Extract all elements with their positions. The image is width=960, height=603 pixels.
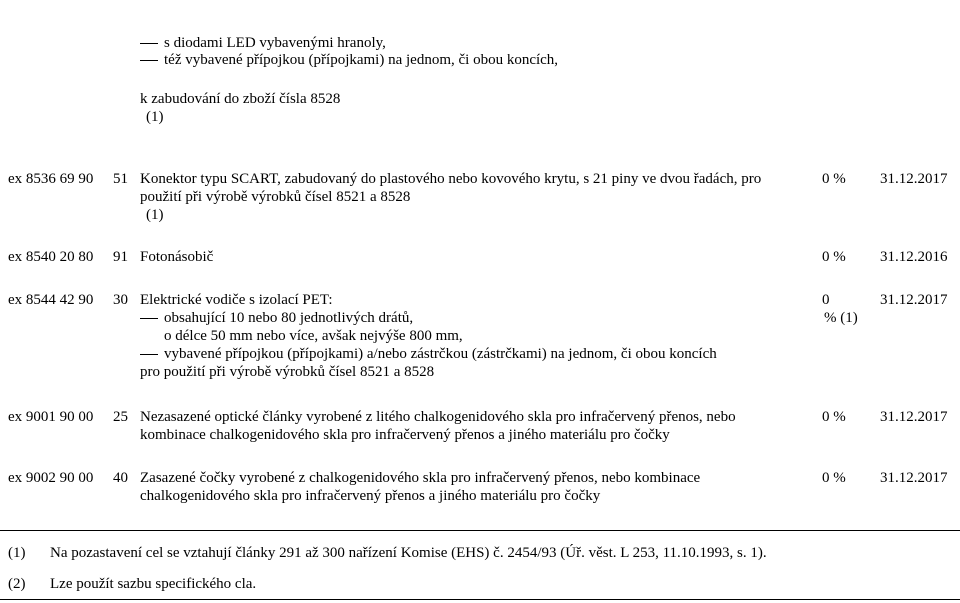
row-code: ex 9002 90 00 [8, 470, 94, 486]
row-desc-line: Fotonásobič [140, 249, 214, 265]
row-desc-line: chalkogenidového skla pro infračervený přenos a jiného materiálu pro čočky [140, 488, 601, 504]
row-code: ex 8544 42 90 [8, 292, 94, 308]
row-desc-line: o délce 50 mm nebo více, avšak nejvýše 800 mm, [164, 328, 463, 344]
row-desc-line: pro použití při výrobě výrobků čísel 8521 a 8528 [140, 364, 435, 380]
bottom-rule [0, 599, 960, 600]
row-rate: 0 % [822, 470, 846, 486]
row-taric: 25 [113, 409, 128, 425]
row-code: ex 8540 20 80 [8, 249, 94, 265]
row-code: ex 8536 69 90 [8, 171, 94, 187]
row-rate: 0 % [822, 409, 846, 425]
row-date: 31.12.2017 [880, 409, 948, 425]
row-rate: 0 % [822, 249, 846, 265]
footnote-mark: (2) [8, 576, 26, 592]
row-date: 31.12.2016 [880, 249, 948, 265]
row-date: 31.12.2017 [880, 171, 948, 187]
row-taric: 91 [113, 249, 128, 265]
row-code: ex 9001 90 00 [8, 409, 94, 425]
row-taric: 51 [113, 171, 128, 187]
row-desc-line: Nezasazené optické články vyrobené z litého chalkogenidového skla pro infračervený přenos, nebo [140, 409, 736, 425]
row-date: 31.12.2017 [880, 470, 948, 486]
row-desc-line: Konektor typu SCART, zabudovaný do plastového nebo kovového krytu, s 21 piny ve dvou řadách, pro [140, 171, 762, 187]
footnote-separator [0, 530, 960, 531]
dash-icon [140, 318, 158, 319]
row-desc-line: kombinace chalkogenidového skla pro infračervený přenos a jiného materiálu pro čočky [140, 427, 670, 443]
row-desc-line: vybavené přípojkou (přípojkami) a/nebo zástrčkou (zástrčkami) na jednom, či obou koncích [140, 345, 717, 364]
row-desc-line: použití při výrobě výrobků čísel 8521 a 8528 [140, 189, 411, 205]
footnote-text: Na pozastavení cel se vztahují články 291 až 300 nařízení Komise (EHS) č. 2454/93 (Úř. věst. L 253, 11.10.1993, s. 1). [50, 545, 767, 561]
top-line-1: s diodami LED vybavenými hranoly, [140, 34, 386, 53]
row-date: 31.12.2017 [880, 292, 948, 308]
dash-icon [140, 354, 158, 355]
row-rate: 0 % [822, 171, 846, 187]
row-desc-line: Elektrické vodiče s izolací PET: [140, 292, 333, 308]
dash-icon [140, 43, 158, 44]
row-taric: 30 [113, 292, 128, 308]
row-rate: 0 [822, 292, 830, 308]
row-desc-line: (1) [146, 207, 164, 223]
top-line-4: (1) [146, 109, 164, 125]
row-taric: 40 [113, 470, 128, 486]
row-desc-line: Zasazené čočky vyrobené z chalkogenidového skla pro infračervený přenos, nebo kombinace [140, 470, 701, 486]
footnote-mark: (1) [8, 545, 26, 561]
row-rate: % (1) [824, 310, 858, 326]
dash-icon [140, 60, 158, 61]
footnote-text: Lze použít sazbu specifického cla. [50, 576, 257, 592]
top-line-2: též vybavené přípojkou (přípojkami) na jednom, či obou koncích, [140, 51, 558, 70]
top-line-3: k zabudování do zboží čísla 8528 [140, 91, 341, 107]
row-desc-line: obsahující 10 nebo 80 jednotlivých drátů, [140, 309, 413, 328]
